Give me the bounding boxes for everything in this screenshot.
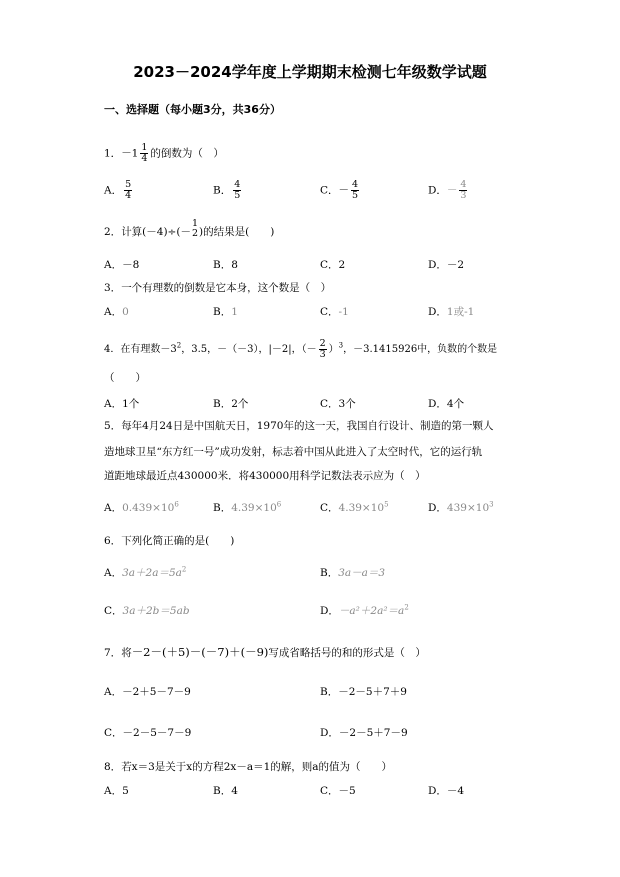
q2-option-a[interactable]: A．－8: [104, 259, 140, 271]
fraction: 1 2: [191, 218, 199, 239]
q3-option-c[interactable]: C．-1: [320, 306, 349, 318]
question-number: 1．: [104, 147, 122, 160]
q1-option-c[interactable]: C．－ $\frac{4}{5}$: [320, 179, 359, 201]
mixed-number: －1: [121, 147, 139, 160]
q6-option-d[interactable]: D．$-a^2+2a^2=a^2$: [320, 603, 409, 617]
q2-option-d[interactable]: D．－2: [428, 259, 465, 271]
q8-option-b[interactable]: B．4: [213, 785, 238, 797]
math-expression: －2－(＋5)－(－7)＋(－9): [131, 645, 269, 659]
fraction: $\frac{4}{5}$: [234, 179, 241, 201]
q2-option-c[interactable]: C．2: [320, 259, 346, 271]
fraction: $\frac{5}{4}$: [125, 179, 132, 201]
q1-option-a[interactable]: A． $\frac{5}{4}$: [104, 179, 132, 201]
question-3-stem: 3．一个有理数的倒数是它本身，这个数是（ ）: [104, 282, 332, 294]
question-2-stem: 2．计算(－4)÷(－ 1 2 )的结果是( ): [104, 218, 275, 239]
q7-option-b[interactable]: B．－2－5＋7＋9: [320, 686, 407, 698]
fraction: $\frac{4}{3}$: [460, 179, 467, 201]
q7-option-a[interactable]: A．－2＋5－7－9: [104, 686, 191, 698]
q5-option-c[interactable]: C．$4.39\times 10^5$: [320, 500, 389, 514]
q6-option-c[interactable]: C．3a＋2b＝5ab: [104, 605, 190, 617]
q6-option-b[interactable]: B．3a－a＝3: [320, 567, 386, 579]
question-4-stem-line2: （ ）: [104, 372, 146, 384]
q3-option-b[interactable]: B．1: [213, 306, 238, 318]
question-6-stem: 6．下列化简正确的是( ): [104, 535, 235, 547]
q2-option-b[interactable]: B．8: [213, 259, 238, 271]
q1-option-b[interactable]: B． $\frac{4}{5}$: [213, 179, 241, 201]
q4-option-d[interactable]: D．4个: [428, 398, 465, 410]
fraction: $\frac{2}{3}$: [319, 338, 326, 360]
q1-option-d[interactable]: D．－ $\frac{4}{3}$: [428, 179, 467, 201]
fraction: $\frac{4}{5}$: [352, 179, 359, 201]
question-1-stem: 1．－1 $\frac{1}{4}$ 的倒数为（ ）: [104, 142, 224, 164]
q4-option-c[interactable]: C．3个: [320, 398, 356, 410]
q7-option-c[interactable]: C．－2－5－7－9: [104, 727, 192, 739]
q5-option-d[interactable]: D．$439\times 10^3$: [428, 500, 494, 514]
question-7-stem: 7．将－2－(＋5)－(－7)＋(－9)写成省略括号的和的形式是（ ）: [104, 645, 426, 659]
q8-option-a[interactable]: A．5: [104, 785, 129, 797]
q8-option-d[interactable]: D．－4: [428, 785, 465, 797]
question-5-line-2: 造地球卫星“东方红一号”成功发射，标志着中国从此进入了太空时代，它的运行轨: [104, 446, 483, 458]
fraction: $\frac{1}{4}$: [141, 142, 148, 164]
page-title: 2023－2024学年度上学期期末检测七年级数学试题: [133, 63, 487, 81]
q4-option-a[interactable]: A．1个: [104, 398, 140, 410]
q5-option-b[interactable]: B．$4.39\times 10^6$: [213, 500, 282, 514]
question-8-stem: 8．若x＝3是关于x的方程2x－a＝1的解，则a的值为（ ）: [104, 761, 393, 773]
question-4-stem: 4．在有理数$-3^2$，3.5，－（－3），|－2|，（－ $\frac{2}{3}$ ）$^3$，－3.1415926中，负数的个数是: [104, 338, 498, 360]
q3-option-d[interactable]: D．1或-1: [428, 306, 475, 318]
question-5-line-3: 道距地球最近点430000米．将430000用科学记数法表示应为（ ）: [104, 470, 426, 482]
q7-option-d[interactable]: D．－2－5＋7－9: [320, 727, 408, 739]
q8-option-c[interactable]: C．－5: [320, 785, 356, 797]
question-5-line-1: 5．每年4月24日是中国航天日，1970年的这一天，我国自行设计、制造的第一颗人: [104, 420, 494, 432]
section-heading: 一、选择题（每小题3分，共36分）: [104, 103, 281, 116]
q5-option-a[interactable]: A．$0.439\times 10^6$: [104, 500, 179, 514]
q4-option-b[interactable]: B．2个: [213, 398, 249, 410]
q3-option-a[interactable]: A．0: [104, 306, 129, 318]
q6-option-a[interactable]: A．$3a+2a=5a^2$: [104, 565, 187, 579]
